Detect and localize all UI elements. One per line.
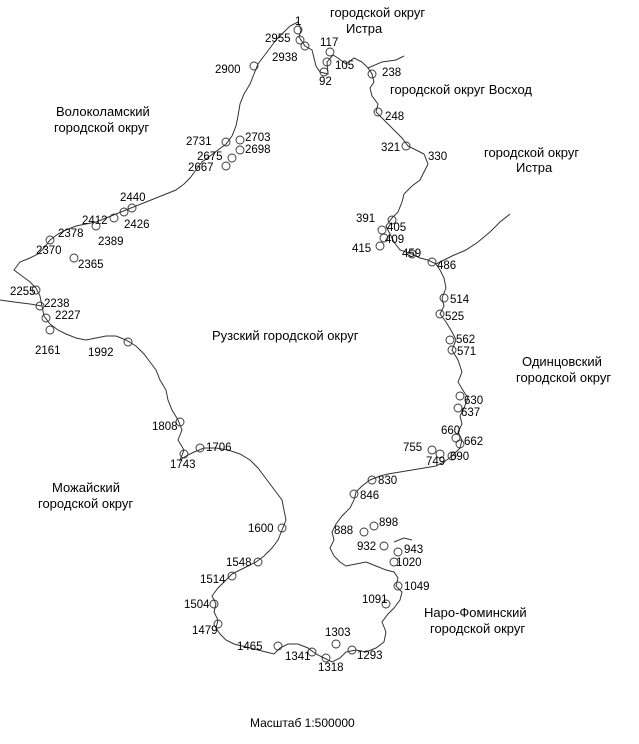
point-label-2365: 2365 — [78, 259, 104, 271]
point-label-662: 662 — [464, 436, 484, 448]
point-label-1: 1 — [295, 16, 302, 28]
boundary-point-marker — [70, 254, 78, 262]
point-label-943: 943 — [404, 544, 424, 556]
point-label-1049: 1049 — [404, 581, 430, 593]
main-district-label: Рузский городской округ — [212, 328, 359, 343]
point-label-1600: 1600 — [248, 523, 274, 535]
point-label-1318: 1318 — [318, 662, 344, 674]
point-label-2703: 2703 — [245, 132, 271, 144]
boundary-point-marker — [332, 640, 340, 648]
naro-odintsovo-border — [394, 538, 412, 542]
boundary-point-marker — [370, 522, 378, 530]
boundary-point-marker — [222, 162, 230, 170]
point-label-117: 117 — [320, 37, 339, 49]
point-label-1992: 1992 — [88, 347, 114, 359]
point-label-1020: 1020 — [396, 557, 422, 569]
point-label-1303: 1303 — [325, 627, 351, 639]
boundary-point-marker — [456, 392, 464, 400]
point-label-1293: 1293 — [357, 650, 383, 662]
point-label-486: 486 — [437, 260, 457, 272]
point-label-2255: 2255 — [10, 286, 36, 298]
point-label-525: 525 — [445, 311, 465, 323]
point-label-1479: 1479 — [192, 625, 218, 637]
point-label-2900: 2900 — [215, 64, 241, 76]
point-label-330: 330 — [428, 151, 448, 163]
boundary-point-marker — [236, 136, 244, 144]
point-label-2227: 2227 — [55, 310, 81, 322]
point-label-830: 830 — [378, 475, 398, 487]
istra-top-label-line2: Истра — [346, 21, 383, 36]
point-label-1808: 1808 — [152, 421, 178, 433]
point-label-2412: 2412 — [82, 215, 108, 227]
point-label-2731: 2731 — [186, 136, 212, 148]
point-label-2238: 2238 — [44, 298, 70, 310]
point-label-846: 846 — [360, 490, 380, 502]
boundary-point-marker — [376, 242, 384, 250]
istra-top-label-line1: городской округ — [330, 5, 426, 20]
boundary-point-marker — [228, 572, 236, 580]
point-label-409: 409 — [385, 234, 405, 246]
point-label-1465: 1465 — [237, 641, 263, 653]
boundary-point-marker — [350, 490, 358, 498]
point-label-2378: 2378 — [58, 228, 84, 240]
volokolamsk-label-line2: городской округ — [54, 120, 150, 135]
odintsovo-label-line1: Одинцовский — [522, 354, 602, 369]
point-label-1743: 1743 — [170, 459, 196, 471]
volokolamsk-label-line1: Волоколамский — [56, 104, 150, 119]
point-label-2675: 2675 — [197, 151, 223, 163]
boundary-point-marker — [374, 108, 382, 116]
boundary-point-marker — [380, 542, 388, 550]
point-label-888: 888 — [334, 525, 354, 537]
point-label-660: 660 — [441, 425, 461, 437]
voskhod-label: городской округ Восход — [390, 82, 533, 97]
point-label-248: 248 — [385, 111, 405, 123]
boundary-point-marker — [46, 326, 54, 334]
boundary-point-marker — [236, 146, 244, 154]
boundary-point-marker — [394, 582, 402, 590]
point-label-391: 391 — [356, 213, 376, 225]
point-label-637: 637 — [461, 407, 481, 419]
point-label-321: 321 — [381, 142, 401, 154]
mozhaysk-label-line2: городской округ — [38, 496, 134, 511]
point-label-238: 238 — [382, 67, 402, 79]
point-label-932: 932 — [357, 541, 377, 553]
boundary-point-marker — [326, 48, 334, 56]
point-label-2698: 2698 — [245, 144, 271, 156]
point-label-405: 405 — [387, 222, 407, 234]
naro-fominsk-label-line1: Наро-Фоминский — [424, 605, 527, 620]
point-label-2955: 2955 — [265, 33, 291, 45]
point-label-2440: 2440 — [120, 192, 146, 204]
boundary-point-marker — [274, 642, 282, 650]
boundary-point-marker — [360, 528, 368, 536]
point-label-92: 92 — [319, 76, 332, 88]
point-label-755: 755 — [403, 442, 423, 454]
point-label-415: 415 — [352, 243, 372, 255]
point-label-1504: 1504 — [184, 599, 210, 611]
point-label-630: 630 — [464, 395, 484, 407]
point-label-105: 105 — [335, 60, 355, 72]
point-label-1514: 1514 — [200, 574, 226, 586]
naro-fominsk-label-line2: городской округ — [430, 621, 526, 636]
point-label-1706: 1706 — [206, 442, 232, 454]
point-label-562: 562 — [456, 334, 476, 346]
point-label-1341: 1341 — [285, 651, 311, 663]
boundary-point-marker — [124, 338, 132, 346]
point-label-459: 459 — [402, 248, 422, 260]
boundary-point-marker — [378, 226, 386, 234]
boundary-point-marker — [228, 154, 236, 162]
point-label-2938: 2938 — [272, 52, 298, 64]
istra-right-label-line2: Истра — [516, 160, 553, 175]
point-label-571: 571 — [457, 346, 477, 358]
point-label-1548: 1548 — [226, 557, 252, 569]
boundary-point-marker — [210, 600, 218, 608]
odintsovo-istra-border — [436, 214, 510, 264]
boundary-point-marker — [428, 446, 436, 454]
point-label-690: 690 — [450, 451, 470, 463]
odintsovo-label-line2: городской округ — [516, 370, 612, 385]
mozhaysk-label-line1: Можайский — [52, 480, 120, 495]
map-scale: Масштаб 1:500000 — [250, 716, 355, 730]
boundary-point-marker — [222, 138, 230, 146]
point-label-514: 514 — [450, 294, 470, 306]
point-label-2161: 2161 — [35, 345, 61, 357]
point-label-749: 749 — [426, 456, 446, 468]
point-label-2389: 2389 — [98, 236, 124, 248]
istra-right-label-line1: городской округ — [484, 145, 580, 160]
boundary-point-marker — [440, 294, 448, 302]
boundary-point-marker — [394, 548, 402, 556]
point-label-2426: 2426 — [124, 219, 150, 231]
point-label-1091: 1091 — [362, 594, 388, 606]
point-label-2370: 2370 — [36, 245, 62, 257]
point-label-2667: 2667 — [188, 162, 214, 174]
point-label-898: 898 — [379, 517, 399, 529]
boundary-point-marker — [446, 336, 454, 344]
region-labels — [38, 5, 611, 636]
